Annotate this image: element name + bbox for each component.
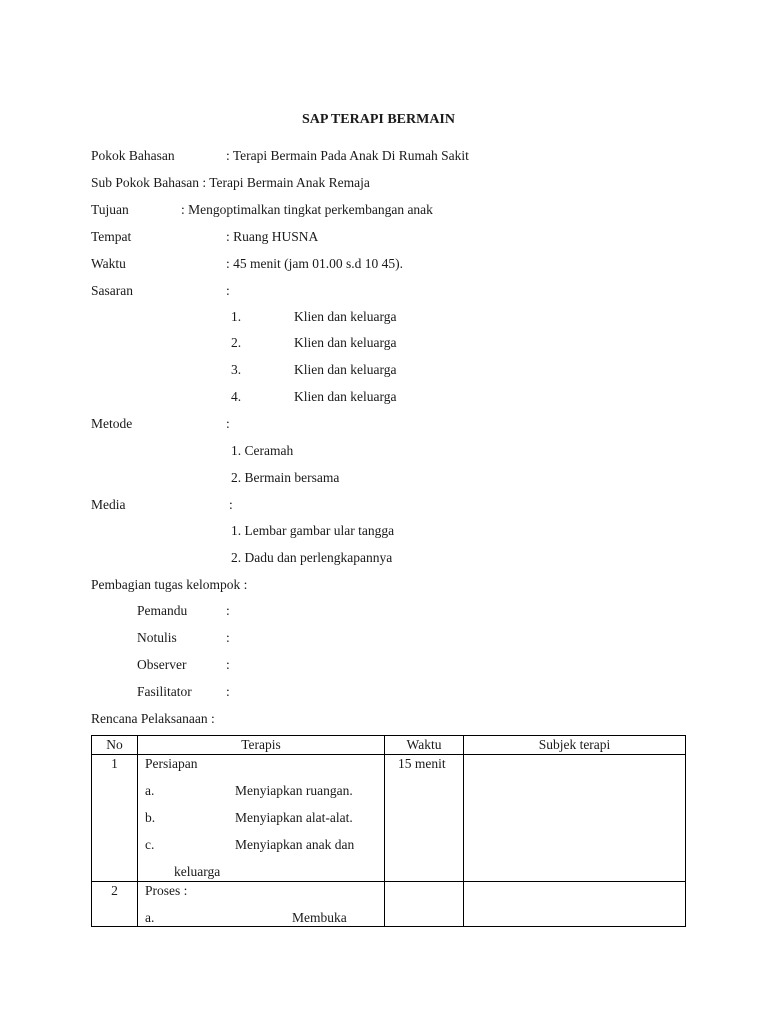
sasaran-label: Sasaran xyxy=(91,283,133,298)
row-1-title-line xyxy=(138,755,384,782)
row-1-item-a-letter: a. xyxy=(145,783,155,798)
tujuan-value: : Mengoptimalkan tingkat perkembangan anak xyxy=(181,202,433,217)
pembagian-heading: Pembagian tugas kelompok : xyxy=(91,577,248,592)
table-header-row xyxy=(92,736,686,755)
row-2-title: Proses : xyxy=(145,883,188,898)
sasaran-colon: : xyxy=(226,283,230,298)
role-colon-2: : xyxy=(226,630,230,645)
waktu-label: Waktu xyxy=(91,256,126,271)
sasaran-item-4: Klien dan keluarga xyxy=(294,389,397,404)
row-1-item-c: Menyiapkan anak dan xyxy=(235,837,355,852)
sasaran-num-2: 2. xyxy=(231,335,242,350)
metode-label: Metode xyxy=(91,416,133,431)
row-1-waktu: 15 menit xyxy=(385,755,464,882)
list-item xyxy=(138,782,384,809)
row-2-waktu xyxy=(385,882,464,927)
row-1-continuation: keluarga xyxy=(174,864,221,879)
header-waktu: Waktu xyxy=(385,736,464,755)
row-1-subjek xyxy=(464,755,686,882)
metode-item-1: 1. Ceramah xyxy=(231,443,294,458)
media-item-2: 2. Dadu dan perlengkapannya xyxy=(231,550,393,565)
role-notulis: Notulis xyxy=(137,630,177,645)
role-colon-4: : xyxy=(226,684,230,699)
metode-item-2: 2. Bermain bersama xyxy=(231,470,340,485)
row-1-no: 1 xyxy=(92,755,138,882)
sasaran-num-4: 4. xyxy=(231,389,242,404)
row-2-subjek xyxy=(464,882,686,927)
row-1-continuation-line xyxy=(138,863,384,881)
tempat-label: Tempat xyxy=(91,229,132,244)
row-2-title-line xyxy=(138,882,384,909)
sasaran-item-3: Klien dan keluarga xyxy=(294,362,397,377)
list-item xyxy=(138,809,384,836)
row-2-item-a: Membuka xyxy=(292,910,347,925)
row-2-item-a-letter: a. xyxy=(145,910,155,925)
row-2-terapis xyxy=(138,882,385,927)
sub-pokok-line: Sub Pokok Bahasan : Terapi Bermain Anak Remaja xyxy=(91,175,370,190)
role-fasilitator: Fasilitator xyxy=(137,684,192,699)
rencana-heading: Rencana Pelaksanaan : xyxy=(91,711,215,726)
list-item xyxy=(138,836,384,863)
row-1-item-c-letter: c. xyxy=(145,837,155,852)
header-terapis: Terapis xyxy=(138,736,385,755)
row-1-title: Persiapan xyxy=(145,756,198,771)
document-title: SAP TERAPI BERMAIN xyxy=(302,112,455,127)
role-colon-1: : xyxy=(226,603,230,618)
waktu-value: : 45 menit (jam 01.00 s.d 10 45). xyxy=(226,256,403,271)
rencana-table xyxy=(91,735,686,927)
media-colon: : xyxy=(229,497,233,512)
role-pemandu: Pemandu xyxy=(137,603,188,618)
list-item xyxy=(138,909,384,926)
table-row xyxy=(92,755,686,882)
tempat-value: : Ruang HUSNA xyxy=(226,229,319,244)
sasaran-item-1: Klien dan keluarga xyxy=(294,309,397,324)
row-1-item-b-letter: b. xyxy=(145,810,156,825)
table-row xyxy=(92,882,686,927)
sasaran-num-3: 3. xyxy=(231,362,242,377)
media-label: Media xyxy=(91,497,126,512)
tujuan-label: Tujuan xyxy=(91,202,129,217)
row-1-item-a: Menyiapkan ruangan. xyxy=(235,783,353,798)
header-subjek: Subjek terapi xyxy=(464,736,686,755)
metode-colon: : xyxy=(226,416,230,431)
header-no: No xyxy=(92,736,138,755)
pokok-value: : Terapi Bermain Pada Anak Di Rumah Sakit xyxy=(226,148,469,163)
sasaran-num-1: 1. xyxy=(231,309,242,324)
row-1-terapis xyxy=(138,755,385,882)
role-observer: Observer xyxy=(137,657,187,672)
sasaran-item-2: Klien dan keluarga xyxy=(294,335,397,350)
media-item-1: 1. Lembar gambar ular tangga xyxy=(231,523,395,538)
row-2-no: 2 xyxy=(92,882,138,927)
pokok-label: Pokok Bahasan xyxy=(91,148,175,163)
row-1-item-b: Menyiapkan alat-alat. xyxy=(235,810,353,825)
role-colon-3: : xyxy=(226,657,230,672)
